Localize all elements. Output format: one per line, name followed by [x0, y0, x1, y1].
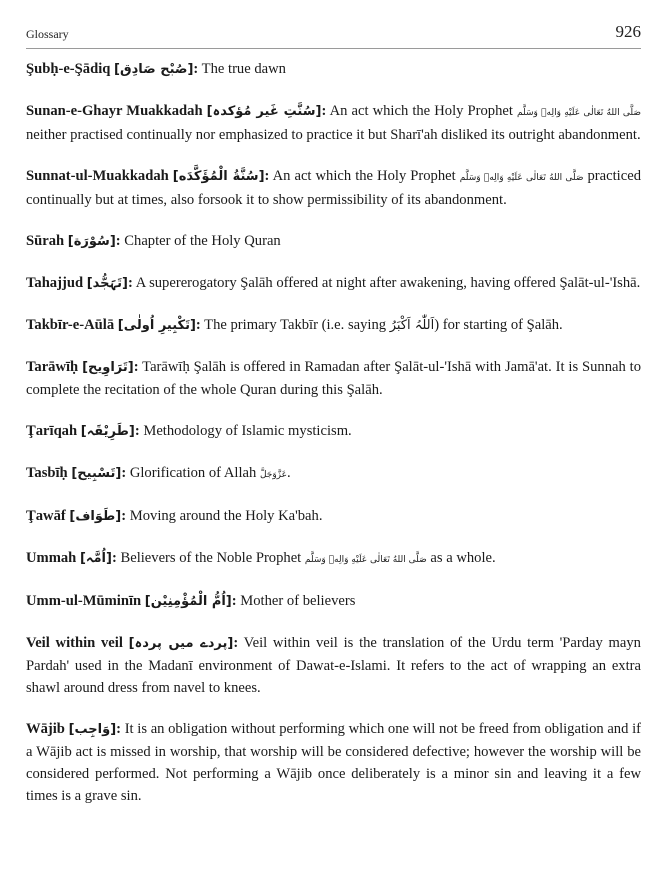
- entry-definition-cont: ) for starting of Şalāh.: [434, 317, 563, 333]
- entry-term: Tasbīḥ: [26, 465, 68, 481]
- entry-definition: Glorification of Allah: [126, 465, 260, 481]
- entry-term: Tahajjud: [26, 275, 84, 291]
- entry-colon: :: [264, 168, 270, 184]
- honorific-text: صَلَّى اللهُ تَعَالٰى عَلَيْهِ وَالِهٖ وَسَلَّم: [516, 108, 641, 118]
- entry-colon: :: [231, 593, 237, 609]
- glossary-entry: [26, 165, 641, 211]
- entry-definition: Methodology of Islamic mysticism.: [139, 423, 352, 439]
- glossary-entry: [26, 272, 641, 295]
- entry-arabic: [تَہَجُّد]: [86, 276, 128, 291]
- entry-term: Umm-ul-Mūminīn: [26, 593, 142, 609]
- inline-arabic-text: اَللّٰہُ اَکْبَرُ: [389, 318, 435, 333]
- entry-arabic: [تَرَاوِیح]: [82, 360, 134, 375]
- honorific-text: عَزَّوَجَلَّ: [259, 470, 287, 480]
- entry-definition-cont: neither practised continually nor emphasized to practice it but Sharī'ah disliked its outright abandonment.: [26, 127, 641, 143]
- entry-definition: A supererogatory Şalāh offered at night after awakening, having offered Şalāt-ul-'Ishā.: [132, 275, 641, 291]
- entry-colon: :: [133, 359, 139, 375]
- entry-term: Sūrah: [26, 233, 65, 249]
- entry-arabic: [اُمَّہ]: [79, 551, 112, 566]
- entry-colon: :: [115, 233, 121, 249]
- entry-arabic: [تَسْبِیح]: [71, 466, 122, 481]
- entry-arabic: [سُنَّةُ الْمُؤَكَّدَه]: [172, 169, 265, 184]
- entry-arabic: [صُبْح صَادِق]: [114, 62, 194, 77]
- entry-term: Ummah: [26, 550, 77, 566]
- entry-definition-cont: .: [287, 465, 291, 481]
- glossary-entries: [26, 58, 641, 826]
- entry-definition: Chapter of the Holy Quran: [120, 233, 281, 249]
- entry-definition: It is an obligation without performing which one will not be freed from obligation and if a Wājib act is missed in worship, that worship will be considered defective; however the worship will be considered performed. Not performing a Wājib once deliberately is a minor sin and leaving it a few times is a grave sin.: [26, 721, 641, 804]
- entry-definition: Moving around the Holy Ka'bah.: [126, 508, 323, 524]
- entry-colon: :: [233, 635, 239, 651]
- glossary-entry: [26, 314, 641, 337]
- entry-definition: An act which the Holy Prophet: [326, 103, 517, 119]
- glossary-entry: [26, 420, 641, 443]
- entry-definition: Tarāwīḥ Şalāh is offered in Ramadan after Şalāt-ul-'Ishā with Jamā'at. It is Sunnah to complete the recitation of the whole Quran during this Şalāh.: [26, 359, 641, 398]
- entry-definition: Believers of the Noble Prophet: [116, 550, 305, 566]
- page-header: [26, 18, 641, 49]
- entry-colon: :: [121, 465, 127, 481]
- entry-definition-cont: as a whole.: [426, 550, 496, 566]
- glossary-entry: [26, 632, 641, 699]
- entry-arabic: [تَکْبِیرِ اُولٰی]: [117, 318, 196, 333]
- entry-colon: :: [195, 317, 201, 333]
- glossary-entry: [26, 100, 641, 146]
- honorific-text: صَلَّى اللهُ تَعَالٰى عَلَيْهِ وَالِهٖ وَسَلَّم: [304, 555, 427, 565]
- glossary-entry: [26, 356, 641, 401]
- entry-arabic: [طَرِیْقَہ]: [80, 424, 135, 439]
- glossary-entry: [26, 547, 641, 571]
- honorific-text: صَلَّى اللهُ تَعَالٰى عَلَيْهِ وَالِهٖ وَسَلَّم: [459, 173, 584, 183]
- entry-term: Takbīr-e-Aūlā: [26, 317, 115, 333]
- entry-colon: :: [116, 721, 122, 737]
- entry-term: Veil within veil: [26, 635, 123, 651]
- entry-colon: :: [321, 103, 327, 119]
- entry-arabic: [سُوْرَة]: [67, 234, 116, 249]
- glossary-entry: [26, 505, 641, 528]
- entry-colon: :: [193, 61, 199, 77]
- entry-term: Sunnat-ul-Muakkadah: [26, 168, 169, 184]
- entry-definition: An act which the Holy Prophet: [269, 168, 460, 184]
- entry-colon: :: [121, 508, 127, 524]
- entry-colon: :: [127, 275, 133, 291]
- entry-arabic: [سُنَّتِ غَیر مُؤکدہ]: [206, 104, 322, 119]
- glossary-entry: [26, 590, 641, 613]
- page-number: 926: [615, 22, 641, 41]
- running-head: Glossary: [26, 27, 69, 41]
- entry-arabic: [طَوَاف]: [69, 509, 122, 524]
- entry-definition-cont: practiced continually but at times, also forsook it to show permissibility of its abandonment.: [26, 168, 641, 208]
- entry-arabic: [اُمُّ الْمُؤْمِنِیْن]: [144, 594, 232, 609]
- entry-colon: :: [134, 423, 140, 439]
- entry-term: Ţawāf: [26, 508, 66, 524]
- entry-term: Ţarīqah: [26, 423, 78, 439]
- entry-term: Şubḥ-e-Şādiq: [26, 61, 111, 77]
- entry-arabic: [پردے میں پردہ]: [128, 636, 234, 651]
- glossary-entry: [26, 230, 641, 253]
- entry-term: Wājib: [26, 721, 65, 737]
- entry-definition: Veil within veil is the translation of the Urdu term 'Parday mayn Pardah' used in the Madanī environment of Dawat-e-Islami. It refers to the act of wrapping an extra shawl around dress from navel to knees.: [26, 635, 641, 696]
- glossary-entry: [26, 462, 641, 486]
- entry-definition: The true dawn: [198, 61, 286, 77]
- entry-definition: The primary Takbīr (i.e. saying: [200, 317, 390, 333]
- entry-term: Tarāwīḥ: [26, 359, 79, 375]
- entry-definition: Mother of believers: [236, 593, 356, 609]
- entry-term: Sunan-e-Ghayr Muakkadah: [26, 103, 203, 119]
- entry-colon: :: [111, 550, 117, 566]
- glossary-entry: [26, 718, 641, 807]
- glossary-entry: [26, 58, 641, 81]
- entry-arabic: [وَاجِب]: [68, 722, 117, 737]
